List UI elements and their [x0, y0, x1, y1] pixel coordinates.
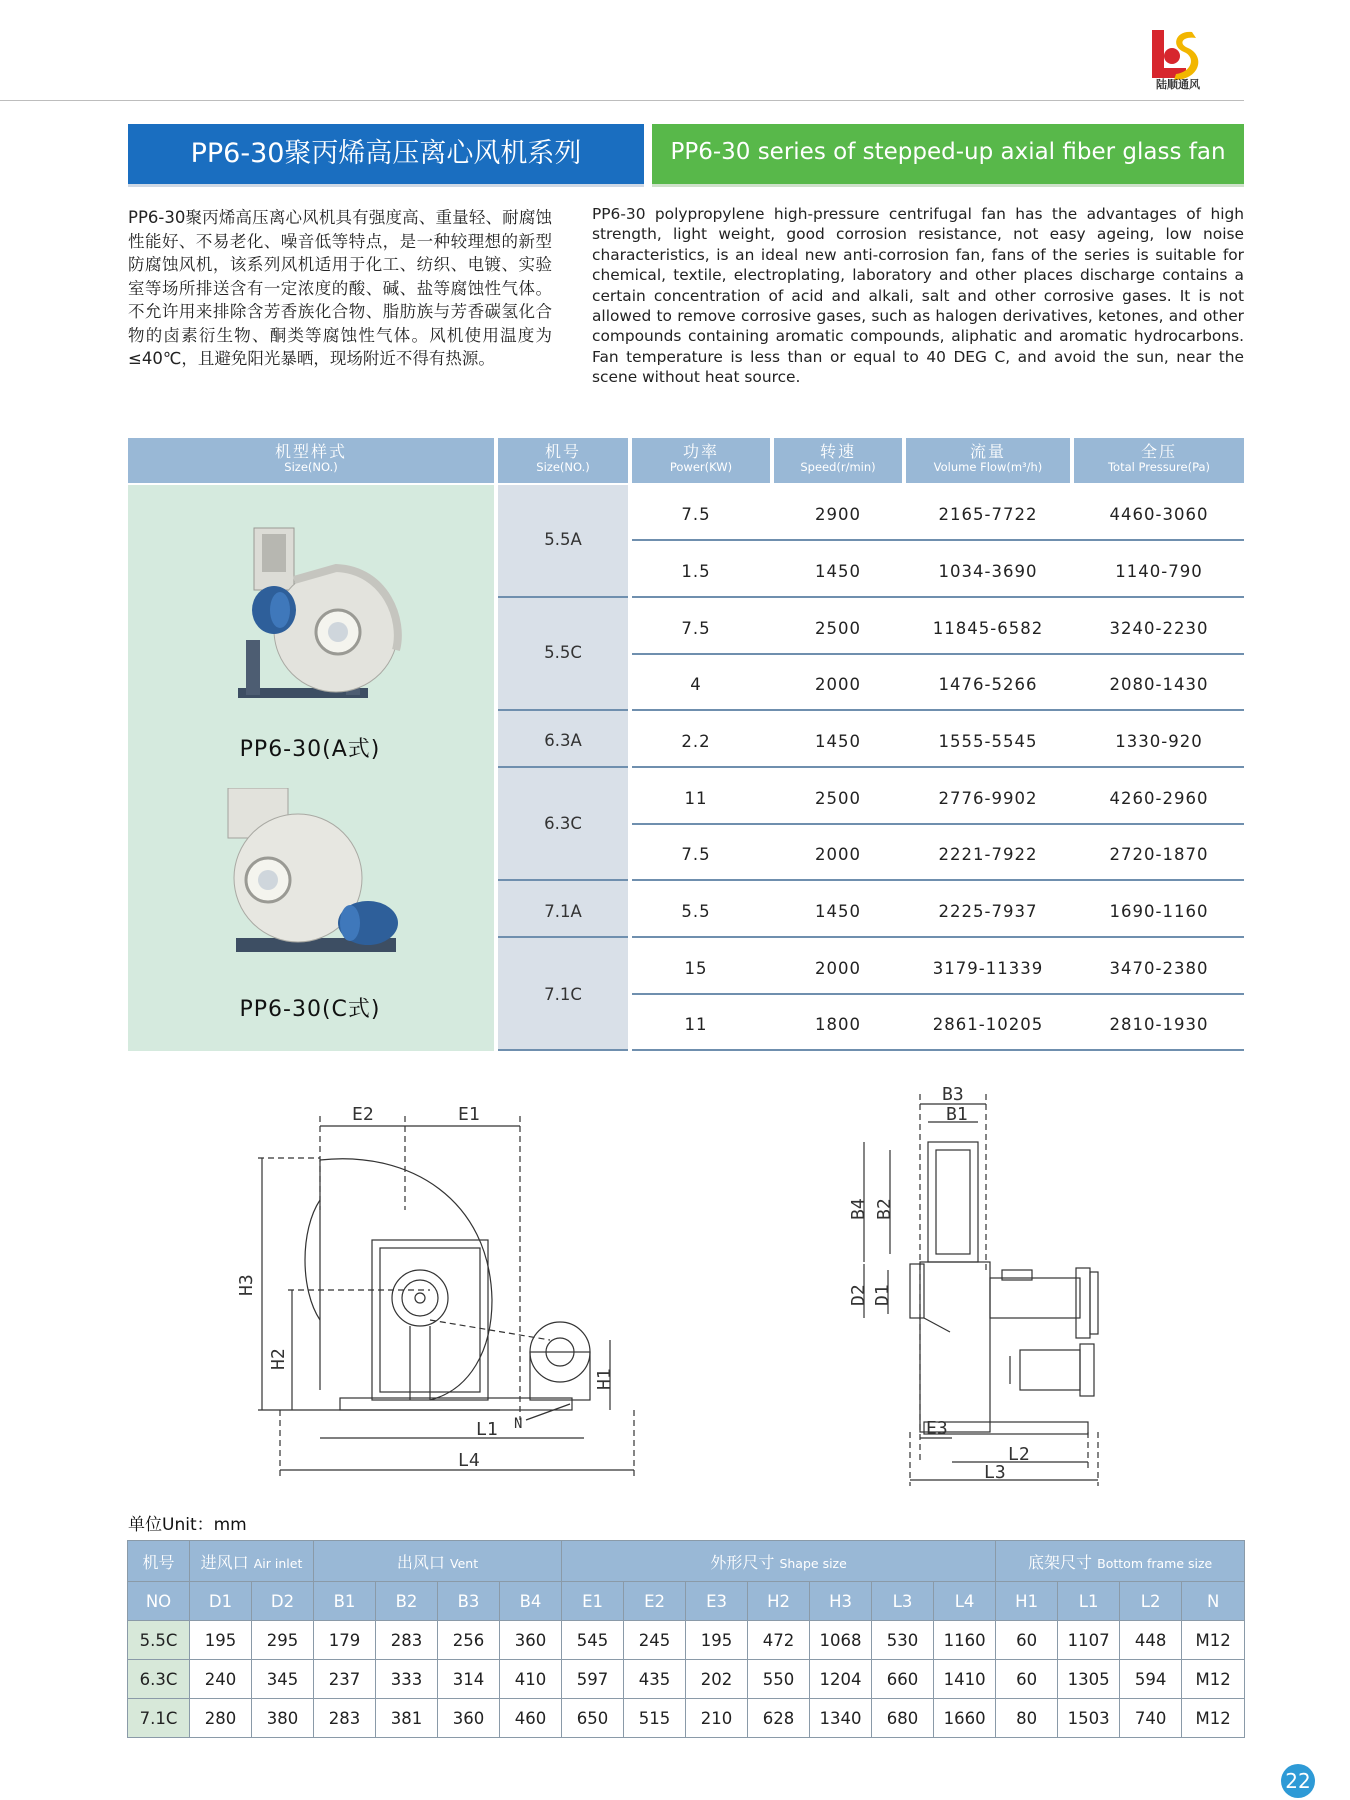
dim-col-header: NO — [128, 1582, 190, 1621]
dim-cell: 597 — [562, 1660, 624, 1699]
dim-cell: 1660 — [934, 1699, 996, 1738]
dim-cell: 60 — [996, 1621, 1058, 1660]
title-english: PP6-30 series of stepped-up axial fiber glass fan — [652, 124, 1244, 184]
label-H1: H1 — [594, 1368, 615, 1390]
dim-cell: 7.1C — [128, 1699, 190, 1738]
table-row — [128, 1660, 1245, 1699]
dim-cell: 345 — [252, 1660, 314, 1699]
cell-flow: 11845-6582 — [932, 619, 1044, 638]
dim-col-header: L4 — [934, 1582, 996, 1621]
row-divider — [632, 993, 1244, 995]
dim-cell: 380 — [252, 1699, 314, 1738]
row-divider — [632, 766, 1244, 768]
size-divider — [498, 879, 628, 881]
cell-pressure: 3240-2230 — [1109, 619, 1209, 638]
row-divider — [632, 709, 1244, 711]
cell-speed: 1450 — [815, 562, 861, 581]
cell-pressure: 3470-2380 — [1109, 959, 1209, 978]
title-chinese: PP6-30聚丙烯高压离心风机系列 — [128, 124, 644, 184]
spec-header-speed: 转速 Speed(r/min) — [774, 438, 902, 483]
front-view-drawing — [840, 1082, 1110, 1490]
row-divider — [632, 879, 1244, 881]
label-B4: B4 — [848, 1198, 869, 1220]
label-E2: E2 — [352, 1104, 374, 1125]
cell-power: 7.5 — [681, 619, 711, 638]
cell-power: 1.5 — [681, 562, 711, 581]
cell-flow: 2165-7722 — [938, 505, 1038, 524]
dim-col-header: B4 — [500, 1582, 562, 1621]
dim-cell: 1068 — [810, 1621, 872, 1660]
dim-cell: 550 — [748, 1660, 810, 1699]
dim-column-header-row — [128, 1582, 1245, 1621]
spec-header-power: 功率 Power(KW) — [632, 438, 770, 483]
dim-cell: 80 — [996, 1699, 1058, 1738]
size-divider — [498, 936, 628, 938]
dim-cell: 472 — [748, 1621, 810, 1660]
label-D2: D2 — [848, 1284, 869, 1306]
brand-name: 陆顺通风 — [1156, 78, 1200, 91]
row-divider — [632, 653, 1244, 655]
dim-col-header: B3 — [438, 1582, 500, 1621]
dim-header-no: 机号 — [128, 1541, 190, 1582]
dim-cell: 333 — [376, 1660, 438, 1699]
dim-cell: 1107 — [1058, 1621, 1120, 1660]
cell-power: 4 — [690, 675, 702, 694]
cell-power: 15 — [684, 959, 708, 978]
cell-flow: 3179-11339 — [932, 959, 1044, 978]
cell-speed: 1450 — [815, 732, 861, 751]
size-divider — [498, 596, 628, 598]
size-divider — [498, 766, 628, 768]
dim-cell: 195 — [190, 1621, 252, 1660]
dim-cell: 237 — [314, 1660, 376, 1699]
cell-flow: 1034-3690 — [938, 562, 1038, 581]
dim-col-header: E2 — [624, 1582, 686, 1621]
cell-speed: 2900 — [815, 505, 861, 524]
dim-cell: 195 — [686, 1621, 748, 1660]
row-divider — [632, 936, 1244, 938]
dim-cell: 448 — [1120, 1621, 1182, 1660]
dim-cell: 245 — [624, 1621, 686, 1660]
cell-flow: 2861-10205 — [932, 1015, 1044, 1034]
dim-col-header: D2 — [252, 1582, 314, 1621]
cell-power: 2.2 — [681, 732, 711, 751]
cell-power: 7.5 — [681, 845, 711, 864]
size-label: 7.1C — [544, 985, 582, 1004]
cell-pressure: 4460-3060 — [1109, 505, 1209, 524]
cell-flow: 1476-5266 — [938, 675, 1038, 694]
label-B1: B1 — [946, 1104, 968, 1125]
dim-cell: M12 — [1182, 1621, 1245, 1660]
dim-cell: 680 — [872, 1699, 934, 1738]
page-number: 22 — [1281, 1764, 1315, 1798]
dim-cell: 295 — [252, 1621, 314, 1660]
row-divider — [632, 596, 1244, 598]
label-B2: B2 — [874, 1198, 895, 1220]
label-L2: L2 — [1008, 1444, 1030, 1465]
cell-pressure: 1330-920 — [1115, 732, 1203, 751]
size-column — [498, 485, 628, 1051]
dim-col-header: D1 — [190, 1582, 252, 1621]
dim-cell: 410 — [500, 1660, 562, 1699]
label-L4: L4 — [458, 1450, 480, 1471]
dim-col-header: B1 — [314, 1582, 376, 1621]
dim-cell: 530 — [872, 1621, 934, 1660]
dim-cell: 360 — [500, 1621, 562, 1660]
dim-header-frame: 底架尺寸 Bottom frame size — [996, 1541, 1245, 1582]
unit-label: 单位Unit：mm — [128, 1515, 247, 1535]
size-divider — [498, 709, 628, 711]
side-view-drawing — [230, 1090, 670, 1480]
dim-cell: 381 — [376, 1699, 438, 1738]
dim-cell: 60 — [996, 1660, 1058, 1699]
dim-cell: 240 — [190, 1660, 252, 1699]
dim-cell: 5.5C — [128, 1621, 190, 1660]
label-H2: H2 — [268, 1348, 289, 1370]
label-E1: E1 — [458, 1104, 480, 1125]
cell-pressure: 1140-790 — [1115, 562, 1203, 581]
cell-speed: 2000 — [815, 675, 861, 694]
fan-c-image — [218, 788, 408, 968]
dim-cell: 515 — [624, 1699, 686, 1738]
dim-cell: 202 — [686, 1660, 748, 1699]
cell-pressure: 4260-2960 — [1109, 789, 1209, 808]
row-divider — [632, 539, 1244, 541]
size-label: 6.3A — [544, 731, 582, 750]
row-divider — [632, 1049, 1244, 1051]
dim-cell: 179 — [314, 1621, 376, 1660]
dim-col-header: H3 — [810, 1582, 872, 1621]
cell-speed: 1800 — [815, 1015, 861, 1034]
dim-group-header-row — [128, 1541, 1245, 1582]
model-label-a: PP6-30(A式) — [239, 737, 381, 762]
dim-cell: 628 — [748, 1699, 810, 1738]
spec-header-flow: 流量 Volume Flow(m³/h) — [906, 438, 1070, 483]
cell-flow: 2221-7922 — [938, 845, 1038, 864]
label-N: N — [514, 1416, 523, 1432]
dim-cell: 283 — [376, 1621, 438, 1660]
size-label: 5.5A — [544, 530, 582, 549]
model-label-c: PP6-30(C式) — [239, 997, 381, 1022]
dim-col-header: L2 — [1120, 1582, 1182, 1621]
intro-english: PP6-30 polypropylene high-pressure centrifugal fan has the advantages of high strength, light weight, good corrosion resistance, not easy ageing, low noise characteristics, is an ideal new anti-corrosion fan, fans of the series is suitable for chemical, textile, electroplating, laboratory and other places discharge contains a certain concentration of acid and alkali, salt and other corrosive gases. It is not allowed to remove corrosive gases, such as halogen derivatives, ketones, and other compounds containing aromatic compounds, aliphatic and aromatic hydrocarbons. Fan temperature is less than or equal to 40 DEG C, and avoid the sun, near the scene without heat source. — [592, 205, 1244, 387]
spec-header-size: 机号 Size(NO.) — [498, 438, 628, 483]
dim-cell: 256 — [438, 1621, 500, 1660]
dim-cell: 660 — [872, 1660, 934, 1699]
table-row — [128, 1621, 1245, 1660]
fan-a-image — [236, 520, 406, 715]
cell-pressure: 2810-1930 — [1109, 1015, 1209, 1034]
cell-power: 11 — [684, 789, 708, 808]
cell-pressure: 2720-1870 — [1109, 845, 1209, 864]
cell-power: 11 — [684, 1015, 708, 1034]
cell-power: 5.5 — [681, 902, 711, 921]
dim-cell: 283 — [314, 1699, 376, 1738]
intro-chinese: PP6-30聚丙烯高压离心风机具有强度高、重量轻、耐腐蚀性能好、不易老化、噪音低等特点，是一种较理想的新型防腐蚀风机，该系列风机适用于化工、纺织、电镀、实验室等场所排送含有一定浓度的酸、碱、盐等腐蚀性气体。不允许用来排除含芳香族化合物、脂肪族与芳香碳氢化合物的卤素衍生物、酮类等腐蚀性气体。风机使用温度为≤40℃，且避免阳光暴晒，现场附近不得有热源。 — [128, 208, 552, 368]
dim-cell: 1410 — [934, 1660, 996, 1699]
cell-speed: 2000 — [815, 959, 861, 978]
dim-col-header: L3 — [872, 1582, 934, 1621]
dim-cell: 6.3C — [128, 1660, 190, 1699]
dim-cell: 460 — [500, 1699, 562, 1738]
spec-header-pressure: 全压 Total Pressure(Pa) — [1074, 438, 1244, 483]
dim-header-vent: 出风口 Vent — [314, 1541, 562, 1582]
spec-header-model: 机型样式 Size(NO.) — [128, 438, 494, 483]
label-D1: D1 — [872, 1284, 893, 1306]
dimension-table — [127, 1540, 1245, 1738]
dim-header-air-inlet: 进风口 Air inlet — [190, 1541, 314, 1582]
size-divider — [498, 1049, 628, 1051]
dim-col-header: E1 — [562, 1582, 624, 1621]
label-B3: B3 — [942, 1084, 964, 1105]
cell-speed: 2500 — [815, 619, 861, 638]
dim-cell: 1204 — [810, 1660, 872, 1699]
size-label: 5.5C — [544, 643, 582, 662]
dim-header-shape: 外形尺寸 Shape size — [562, 1541, 996, 1582]
cell-flow: 2776-9902 — [938, 789, 1038, 808]
dim-cell: 435 — [624, 1660, 686, 1699]
cell-pressure: 2080-1430 — [1109, 675, 1209, 694]
cell-speed: 2000 — [815, 845, 861, 864]
size-label: 7.1A — [544, 902, 582, 921]
table-row — [128, 1699, 1245, 1738]
dim-cell: 594 — [1120, 1660, 1182, 1699]
dim-cell: 1160 — [934, 1621, 996, 1660]
dim-cell: 280 — [190, 1699, 252, 1738]
dim-cell: 545 — [562, 1621, 624, 1660]
dim-cell: M12 — [1182, 1660, 1245, 1699]
label-L3: L3 — [984, 1462, 1006, 1483]
cell-speed: 2500 — [815, 789, 861, 808]
dim-col-header: B2 — [376, 1582, 438, 1621]
dim-cell: 360 — [438, 1699, 500, 1738]
cell-power: 7.5 — [681, 505, 711, 524]
cell-pressure: 1690-1160 — [1109, 902, 1209, 921]
cell-flow: 2225-7937 — [938, 902, 1038, 921]
label-L1: L1 — [476, 1419, 498, 1440]
cell-flow: 1555-5545 — [938, 732, 1038, 751]
dim-col-header: L1 — [1058, 1582, 1120, 1621]
dim-cell: M12 — [1182, 1699, 1245, 1738]
dim-cell: 740 — [1120, 1699, 1182, 1738]
dim-cell: 1503 — [1058, 1699, 1120, 1738]
size-label: 6.3C — [544, 814, 582, 833]
cell-speed: 1450 — [815, 902, 861, 921]
row-divider — [632, 823, 1244, 825]
dim-col-header: H1 — [996, 1582, 1058, 1621]
dim-cell: 314 — [438, 1660, 500, 1699]
dim-cell: 650 — [562, 1699, 624, 1738]
dim-cell: 1340 — [810, 1699, 872, 1738]
label-E3: E3 — [926, 1418, 948, 1439]
dim-col-header: H2 — [748, 1582, 810, 1621]
dim-col-header: N — [1182, 1582, 1245, 1621]
dim-cell: 1305 — [1058, 1660, 1120, 1699]
dim-col-header: E3 — [686, 1582, 748, 1621]
dim-cell: 210 — [686, 1699, 748, 1738]
label-H3: H3 — [236, 1274, 257, 1296]
